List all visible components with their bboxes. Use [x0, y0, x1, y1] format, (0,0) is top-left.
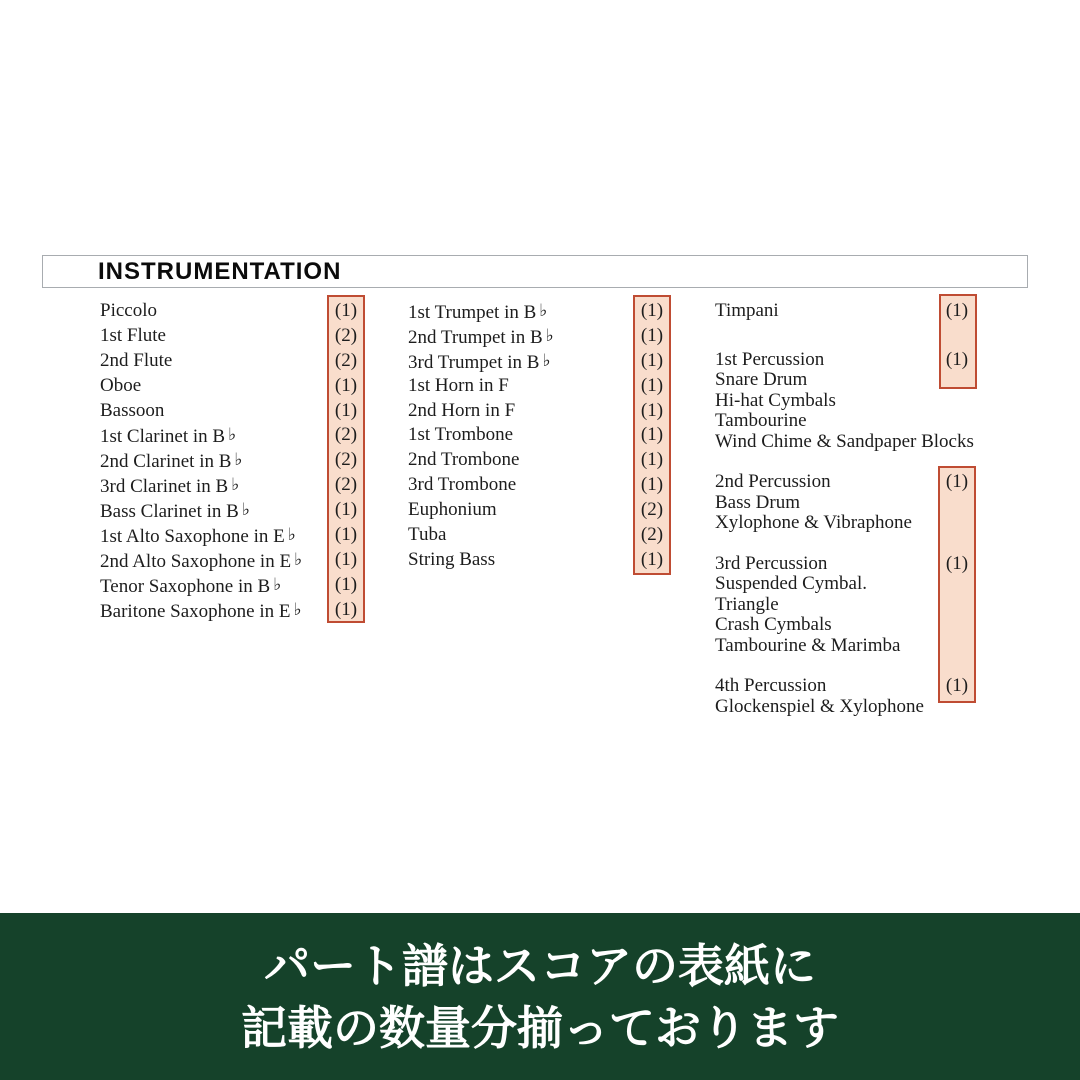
instrument-row: [100, 498, 410, 523]
instrument-row: [100, 374, 410, 399]
flat-symbol: ♭: [273, 574, 282, 595]
instrument-label: Baritone Saxophone in E ♭: [100, 599, 302, 622]
instrument-count: (1): [640, 449, 664, 471]
instrument-label: 1st Alto Saxophone in E ♭: [100, 525, 296, 548]
instrument-label: 2nd Percussion: [715, 471, 831, 492]
column-brass: [408, 299, 718, 573]
instrument-label: 1st Flute: [100, 324, 166, 346]
instrument-row: [408, 349, 718, 374]
flat-symbol: ♭: [234, 450, 243, 471]
instrument-label: Suspended Cymbal.: [715, 573, 867, 594]
instrument-count: (1): [640, 424, 664, 446]
instrument-row: [715, 493, 1055, 514]
instrument-count: (1): [640, 548, 664, 570]
instrument-count: (1): [640, 374, 664, 396]
flat-symbol: ♭: [542, 350, 551, 371]
section-title: INSTRUMENTATION: [98, 257, 342, 285]
instrument-label: 2nd Trumpet in B ♭: [408, 325, 554, 348]
instrument-row: [715, 697, 1055, 718]
instrument-label: 1st Trumpet in B ♭: [408, 301, 548, 323]
instrument-count: (1): [945, 348, 969, 370]
instrument-count: (1): [640, 474, 664, 496]
instrument-row: [715, 595, 1055, 616]
instrument-label: String Bass: [408, 548, 496, 570]
instrument-count: (1): [334, 300, 358, 321]
instrument-label: Tambourine: [715, 410, 807, 431]
instrument-group: [100, 299, 410, 623]
instrument-label: Timpani: [715, 300, 779, 321]
instrument-label: Tuba: [408, 524, 447, 546]
instrument-row: [100, 299, 410, 324]
instrument-count: (1): [334, 548, 358, 570]
instrument-group: [408, 299, 718, 573]
instrument-group: [715, 350, 1055, 453]
instrument-row: [715, 370, 1055, 391]
instrument-row: [715, 411, 1055, 432]
instrument-label: Tambourine & Marimba: [715, 634, 901, 656]
flat-symbol: ♭: [294, 549, 303, 570]
instrument-count: (2): [334, 449, 358, 471]
instrument-count: (2): [334, 324, 358, 346]
instrument-row: [408, 523, 718, 548]
instrument-count: (1): [945, 471, 969, 492]
instrument-label: 2nd Alto Saxophone in E ♭: [100, 549, 303, 572]
flat-symbol: ♭: [545, 325, 554, 346]
flat-symbol: ♭: [241, 500, 250, 521]
column-percussion: [715, 301, 1055, 737]
instrument-label: Crash Cymbals: [715, 614, 832, 635]
instrument-label: Piccolo: [100, 300, 157, 321]
instrument-row: [715, 432, 1055, 453]
instrument-count: (1): [945, 300, 969, 321]
flat-symbol: ♭: [287, 525, 296, 546]
instrument-label: 2nd Trombone: [408, 449, 520, 471]
instrument-row: [100, 523, 410, 548]
instrument-label: 1st Percussion: [715, 348, 825, 370]
instrument-group: [715, 301, 1055, 322]
instrument-row: [100, 423, 410, 448]
instrument-label: Wind Chime & Sandpaper Blocks: [715, 430, 974, 452]
instrument-count: (1): [945, 552, 969, 574]
instrument-row: [715, 636, 1055, 657]
instrument-row: [408, 399, 718, 424]
instrument-count: (2): [640, 499, 664, 521]
instrument-row: [715, 350, 1055, 371]
instrument-count: (1): [334, 598, 358, 620]
instrument-count: (2): [334, 424, 358, 446]
instrument-label: 3rd Trombone: [408, 474, 517, 496]
instrument-row: [715, 554, 1055, 575]
instrument-label: 2nd Clarinet in B ♭: [100, 450, 243, 473]
column-woodwinds: [100, 299, 410, 623]
instrument-row: [100, 448, 410, 473]
instrument-row: [715, 513, 1055, 534]
instrument-label: 1st Clarinet in B ♭: [100, 425, 237, 448]
instrument-label: Hi-hat Cymbals: [715, 389, 836, 411]
instrument-count: (1): [640, 300, 664, 321]
instrument-row: [408, 324, 718, 349]
instrument-count: (1): [640, 324, 664, 346]
instrument-label: Xylophone & Vibraphone: [715, 512, 912, 533]
instrument-label: Euphonium: [408, 499, 497, 521]
instrument-row: [715, 574, 1055, 595]
instrument-row: [100, 324, 410, 349]
instrument-label: Tenor Saxophone in B ♭: [100, 574, 282, 597]
flat-symbol: ♭: [231, 475, 240, 496]
instrument-group: [715, 472, 1055, 534]
instrument-count: (1): [334, 524, 358, 546]
instrument-label: 4th Percussion: [715, 675, 827, 696]
instrument-row: [715, 615, 1055, 636]
instrument-label: Bassoon: [100, 399, 165, 421]
instrument-count: (2): [334, 349, 358, 371]
instrument-row: [408, 548, 718, 573]
instrument-label: Oboe: [100, 374, 142, 396]
instrument-label: Glockenspiel & Xylophone: [715, 695, 924, 717]
flat-symbol: ♭: [293, 599, 302, 620]
instrument-count: (1): [640, 399, 664, 421]
flat-symbol: ♭: [539, 301, 548, 321]
instrument-label: 1st Trombone: [408, 424, 514, 446]
instrument-group: [715, 554, 1055, 657]
instrument-row: [100, 349, 410, 374]
instrument-row: [408, 473, 718, 498]
banner-line-2: 記載の数量分揃っております: [241, 1000, 839, 1055]
instrument-row: [408, 498, 718, 523]
instrument-row: [408, 448, 718, 473]
instrument-row: [100, 473, 410, 498]
instrument-row: [100, 573, 410, 598]
instrument-row: [408, 299, 718, 324]
instrument-row: [100, 399, 410, 424]
info-banner: [0, 913, 1080, 1080]
instrument-row: [715, 391, 1055, 412]
instrument-row: [100, 548, 410, 573]
instrument-label: 3rd Clarinet in B ♭: [100, 475, 240, 498]
instrument-row: [408, 374, 718, 399]
instrument-label: Triangle: [715, 593, 779, 615]
instrument-row: [715, 676, 1055, 697]
instrument-label: Bass Clarinet in B ♭: [100, 500, 250, 523]
flat-symbol: ♭: [228, 425, 237, 446]
banner-line-1: パート譜はスコアの表紙に: [264, 938, 816, 993]
instrument-count: (2): [334, 474, 358, 496]
instrument-label: 2nd Flute: [100, 349, 173, 371]
instrument-count: (1): [640, 349, 664, 371]
instrument-row: [715, 472, 1055, 493]
instrument-row: [100, 598, 410, 623]
instrument-count: (1): [334, 374, 358, 396]
instrument-row: [715, 301, 1055, 322]
section-header: [42, 255, 1028, 288]
instrument-count: (1): [945, 675, 969, 696]
instrument-group: [715, 676, 1055, 717]
instrument-count: (2): [640, 524, 664, 546]
instrument-label: 2nd Horn in F: [408, 399, 516, 421]
instrument-label: 3rd Percussion: [715, 552, 828, 574]
instrument-row: [408, 423, 718, 448]
instrument-count: (1): [334, 573, 358, 595]
instrument-count: (1): [334, 399, 358, 421]
instrument-label: 3rd Trumpet in B ♭: [408, 350, 551, 373]
instrument-label: Snare Drum: [715, 369, 808, 390]
instrument-count: (1): [334, 499, 358, 521]
instrument-label: Bass Drum: [715, 491, 800, 513]
instrument-label: 1st Horn in F: [408, 374, 509, 396]
